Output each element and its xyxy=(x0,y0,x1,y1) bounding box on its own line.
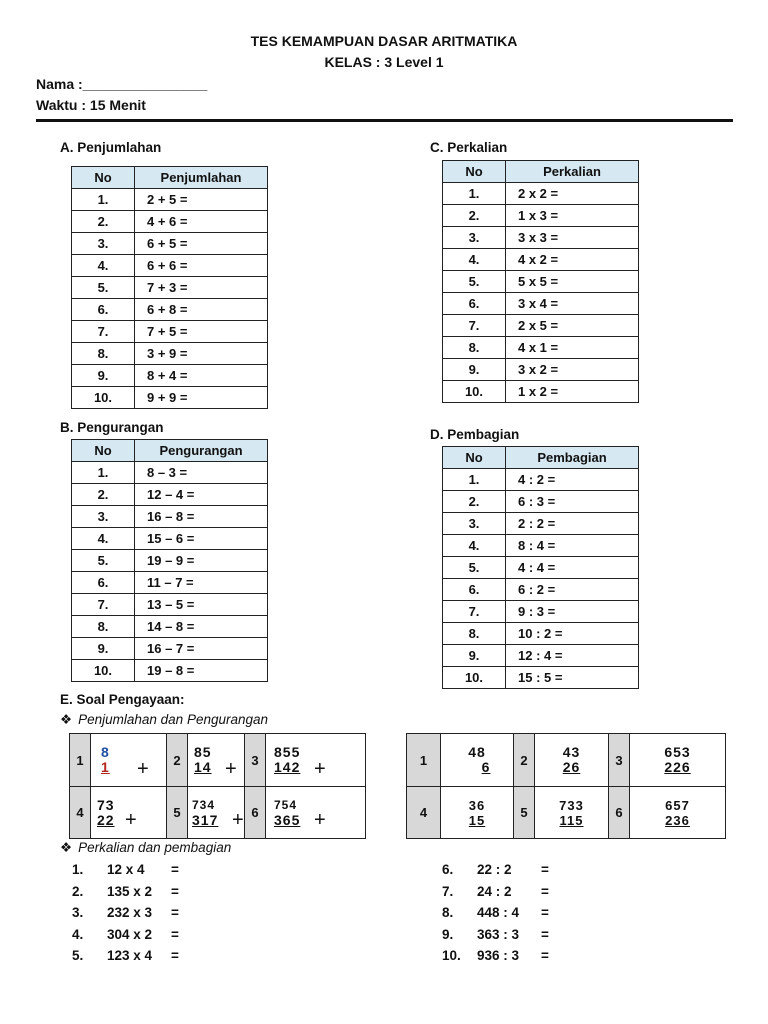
row-number: 6. xyxy=(443,579,506,601)
row-number: 10. xyxy=(72,387,135,409)
question-cell[interactable]: 15 – 6 = xyxy=(135,528,268,550)
item-question: 24 : 2 xyxy=(477,884,512,899)
table-row xyxy=(72,506,268,528)
plus-icon: + xyxy=(314,758,326,780)
subtrahend: 15 xyxy=(468,812,486,828)
table-row xyxy=(72,321,268,343)
row-number: 8. xyxy=(443,337,506,359)
row-number: 4. xyxy=(443,535,506,557)
question-cell[interactable]: 2 + 5 = xyxy=(135,189,268,211)
item-number: 6. xyxy=(442,862,454,877)
row-number: 10. xyxy=(72,660,135,682)
item-number: 1. xyxy=(72,862,84,877)
table-row xyxy=(72,211,268,233)
section-a-title: A. Penjumlahan xyxy=(60,140,162,155)
addend-top: 73 xyxy=(97,796,115,813)
table-row xyxy=(72,233,268,255)
table-row xyxy=(443,557,639,579)
row-number: 5. xyxy=(443,271,506,293)
item-equals: = xyxy=(541,905,549,920)
problem-number: 6 xyxy=(245,787,266,839)
table-row xyxy=(72,550,268,572)
plus-icon: + xyxy=(225,758,237,780)
row-number: 8. xyxy=(443,623,506,645)
table-row xyxy=(443,249,639,271)
problem-number: 3 xyxy=(609,734,630,787)
problem-number: 1 xyxy=(407,734,441,787)
item-number: 3. xyxy=(72,905,84,920)
question-cell[interactable]: 8 + 4 = xyxy=(135,365,268,387)
table-row xyxy=(443,359,639,381)
question-cell[interactable]: 16 – 7 = xyxy=(135,638,268,660)
problem-number: 4 xyxy=(407,787,441,839)
table-row xyxy=(443,337,639,359)
table-row xyxy=(72,572,268,594)
col-header-no: No xyxy=(443,447,506,469)
addend-top: 855 xyxy=(274,744,301,760)
addition-problem[interactable] xyxy=(91,787,167,839)
question-cell[interactable]: 4 : 4 = xyxy=(506,557,639,579)
table-row xyxy=(443,601,639,623)
addend-top: 8 xyxy=(101,744,110,760)
addend-top: 754 xyxy=(274,797,298,812)
col-header-question: Penjumlahan xyxy=(135,167,268,189)
item-number: 2. xyxy=(72,884,84,899)
item-question: 123 x 4 xyxy=(107,948,153,963)
question-cell[interactable]: 13 – 5 = xyxy=(135,594,268,616)
table-row xyxy=(72,365,268,387)
question-cell[interactable]: 6 : 2 = xyxy=(506,579,639,601)
minuend: 48 xyxy=(468,744,486,760)
row-number: 1. xyxy=(443,469,506,491)
question-cell[interactable]: 6 : 3 = xyxy=(506,491,639,513)
table-row xyxy=(443,271,639,293)
addition-table xyxy=(71,166,268,409)
item-equals: = xyxy=(171,948,179,963)
subtraction-problem[interactable] xyxy=(630,734,726,787)
table-row xyxy=(443,623,639,645)
problem-number: 2 xyxy=(167,734,188,787)
question-cell[interactable]: 10 : 2 = xyxy=(506,623,639,645)
item-number: 5. xyxy=(72,948,84,963)
section-d-title: D. Pembagian xyxy=(430,427,520,442)
addend-bottom: 14 xyxy=(194,759,212,775)
row-number: 3. xyxy=(443,513,506,535)
col-header-no: No xyxy=(72,440,135,462)
row-number: 4. xyxy=(72,255,135,277)
table-row xyxy=(443,381,639,403)
item-equals: = xyxy=(171,905,179,920)
time-label: Waktu : 15 Menit xyxy=(36,97,146,113)
subtraction-grid xyxy=(406,733,726,839)
item-question: 22 : 2 xyxy=(477,862,512,877)
addition-problem[interactable] xyxy=(188,787,245,839)
minuend: 653 xyxy=(664,744,691,760)
plus-icon: + xyxy=(125,809,137,831)
table-row xyxy=(443,227,639,249)
table-row xyxy=(72,484,268,506)
multiplication-table xyxy=(442,160,639,403)
row-number: 5. xyxy=(72,277,135,299)
table-row xyxy=(443,579,639,601)
table-row xyxy=(443,513,639,535)
question-cell[interactable]: 6 + 5 = xyxy=(135,233,268,255)
item-number: 8. xyxy=(442,905,454,920)
question-cell[interactable]: 7 + 5 = xyxy=(135,321,268,343)
name-field-label[interactable]: Nama :________________ xyxy=(36,76,208,92)
addition-problem[interactable] xyxy=(91,734,167,787)
question-cell[interactable]: 4 : 2 = xyxy=(506,469,639,491)
header-divider xyxy=(36,119,733,122)
subtraction-table xyxy=(71,439,268,682)
addition-problem[interactable] xyxy=(266,734,366,787)
division-table xyxy=(442,446,639,689)
table-row xyxy=(72,189,268,211)
bullet-icon: ❖ xyxy=(60,712,73,727)
table-row xyxy=(72,387,268,409)
subsection-addition-subtraction xyxy=(60,712,268,728)
subsection-label: Penjumlahan dan Pengurangan xyxy=(78,712,269,727)
table-row xyxy=(72,277,268,299)
page-subtitle: KELAS : 3 Level 1 xyxy=(324,54,444,70)
question-cell[interactable]: 9 + 9 = xyxy=(135,387,268,409)
col-header-question: Pengurangan xyxy=(135,440,268,462)
row-number: 8. xyxy=(72,616,135,638)
question-cell[interactable]: 3 + 9 = xyxy=(135,343,268,365)
row-number: 7. xyxy=(72,594,135,616)
subsection-multiplication-division xyxy=(60,840,231,856)
question-cell[interactable]: 8 – 3 = xyxy=(135,462,268,484)
subtraction-problem[interactable] xyxy=(441,787,514,839)
row-number: 3. xyxy=(72,506,135,528)
addend-bottom: 317 xyxy=(192,811,219,828)
question-cell[interactable]: 19 – 8 = xyxy=(135,660,268,682)
table-row xyxy=(72,528,268,550)
table-row xyxy=(72,616,268,638)
minuend: 36 xyxy=(468,797,486,813)
row-number: 2. xyxy=(443,491,506,513)
question-cell[interactable]: 3 x 4 = xyxy=(506,293,639,315)
row-number: 6. xyxy=(72,572,135,594)
col-header-question: Pembagian xyxy=(506,447,639,469)
subtrahend: 26 xyxy=(562,759,581,775)
item-number: 10. xyxy=(442,948,461,963)
question-cell[interactable]: 1 x 3 = xyxy=(506,205,639,227)
row-number: 7. xyxy=(443,315,506,337)
problem-number: 3 xyxy=(245,734,266,787)
row-number: 3. xyxy=(72,233,135,255)
item-question: 448 : 4 xyxy=(477,905,520,920)
item-equals: = xyxy=(541,948,549,963)
subtraction-problem[interactable] xyxy=(535,787,609,839)
table-row xyxy=(443,645,639,667)
row-number: 9. xyxy=(443,645,506,667)
question-cell[interactable]: 11 – 7 = xyxy=(135,572,268,594)
subsection-label: Perkalian dan pembagian xyxy=(78,840,232,855)
item-question: 12 x 4 xyxy=(107,862,145,877)
row-number: 9. xyxy=(72,365,135,387)
minuend: 657 xyxy=(665,797,690,813)
row-number: 6. xyxy=(443,293,506,315)
subtrahend: 115 xyxy=(559,812,584,828)
question-cell[interactable]: 9 : 3 = xyxy=(506,601,639,623)
plus-icon: + xyxy=(314,809,326,831)
subtraction-problem[interactable] xyxy=(441,734,514,787)
question-cell[interactable]: 12 – 4 = xyxy=(135,484,268,506)
problem-number: 1 xyxy=(70,734,91,787)
table-row xyxy=(72,462,268,484)
section-c-title: C. Perkalian xyxy=(430,140,508,155)
question-cell[interactable]: 2 x 2 = xyxy=(506,183,639,205)
addend-bottom: 22 xyxy=(97,811,115,828)
row-number: 9. xyxy=(72,638,135,660)
problem-number: 6 xyxy=(609,787,630,839)
item-question: 363 : 3 xyxy=(477,927,520,942)
item-number: 7. xyxy=(442,884,454,899)
question-cell[interactable]: 14 – 8 = xyxy=(135,616,268,638)
question-cell[interactable]: 2 x 5 = xyxy=(506,315,639,337)
subtraction-problem[interactable] xyxy=(535,734,609,787)
subtraction-problem[interactable] xyxy=(630,787,726,839)
row-number: 2. xyxy=(72,484,135,506)
row-number: 7. xyxy=(72,321,135,343)
row-number: 9. xyxy=(443,359,506,381)
table-row xyxy=(443,469,639,491)
table-row xyxy=(443,535,639,557)
addend-top: 85 xyxy=(194,744,212,760)
item-equals: = xyxy=(541,884,549,899)
row-number: 3. xyxy=(443,227,506,249)
section-e-title: E. Soal Pengayaan: xyxy=(60,692,185,707)
table-row xyxy=(443,491,639,513)
question-cell[interactable]: 4 + 6 = xyxy=(135,211,268,233)
row-number: 10. xyxy=(443,381,506,403)
table-row xyxy=(443,293,639,315)
item-equals: = xyxy=(171,862,179,877)
row-number: 2. xyxy=(72,211,135,233)
question-cell[interactable]: 1 x 2 = xyxy=(506,381,639,403)
table-row xyxy=(443,183,639,205)
question-cell[interactable]: 7 + 3 = xyxy=(135,277,268,299)
question-cell[interactable]: 16 – 8 = xyxy=(135,506,268,528)
row-number: 1. xyxy=(72,189,135,211)
question-cell[interactable]: 4 x 2 = xyxy=(506,249,639,271)
minuend: 43 xyxy=(562,744,581,760)
item-question: 135 x 2 xyxy=(107,884,153,899)
subtrahend: 6 xyxy=(481,759,491,775)
question-cell[interactable]: 6 + 8 = xyxy=(135,299,268,321)
question-cell[interactable]: 6 + 6 = xyxy=(135,255,268,277)
problem-number: 4 xyxy=(70,787,91,839)
problem-number: 5 xyxy=(167,787,188,839)
row-number: 4. xyxy=(443,249,506,271)
item-equals: = xyxy=(171,927,179,942)
col-header-no: No xyxy=(443,161,506,183)
addend-bottom: 1 xyxy=(101,759,110,775)
row-number: 4. xyxy=(72,528,135,550)
bullet-icon: ❖ xyxy=(60,840,73,855)
row-number: 1. xyxy=(443,183,506,205)
row-number: 1. xyxy=(72,462,135,484)
table-row xyxy=(443,205,639,227)
item-number: 4. xyxy=(72,927,84,942)
item-equals: = xyxy=(541,862,549,877)
item-question: 304 x 2 xyxy=(107,927,153,942)
table-row xyxy=(72,343,268,365)
item-question: 936 : 3 xyxy=(477,948,520,963)
addend-bottom: 365 xyxy=(274,811,301,828)
table-row xyxy=(72,299,268,321)
table-row xyxy=(72,255,268,277)
addition-problem[interactable] xyxy=(266,787,366,839)
item-number: 9. xyxy=(442,927,454,942)
question-cell[interactable]: 5 x 5 = xyxy=(506,271,639,293)
item-equals: = xyxy=(171,884,179,899)
addition-problem[interactable] xyxy=(188,734,245,787)
table-row xyxy=(72,594,268,616)
item-equals: = xyxy=(541,927,549,942)
table-row xyxy=(443,667,639,689)
question-cell[interactable]: 19 – 9 = xyxy=(135,550,268,572)
row-number: 8. xyxy=(72,343,135,365)
row-number: 10. xyxy=(443,667,506,689)
question-cell[interactable]: 3 x 2 = xyxy=(506,359,639,381)
problem-number: 2 xyxy=(514,734,535,787)
subtrahend: 236 xyxy=(665,812,690,828)
question-cell[interactable]: 2 : 2 = xyxy=(506,513,639,535)
problem-number: 5 xyxy=(514,787,535,839)
subtrahend: 226 xyxy=(664,759,691,775)
row-number: 5. xyxy=(443,557,506,579)
section-b-title: B. Pengurangan xyxy=(60,420,164,435)
item-question: 232 x 3 xyxy=(107,905,153,920)
minuend: 733 xyxy=(559,797,584,813)
col-header-no: No xyxy=(72,167,135,189)
col-header-question: Perkalian xyxy=(506,161,639,183)
row-number: 6. xyxy=(72,299,135,321)
question-cell[interactable]: 8 : 4 = xyxy=(506,535,639,557)
question-cell[interactable]: 4 x 1 = xyxy=(506,337,639,359)
table-row xyxy=(72,660,268,682)
addend-top: 734 xyxy=(192,797,216,812)
table-row xyxy=(443,315,639,337)
row-number: 5. xyxy=(72,550,135,572)
addend-bottom: 142 xyxy=(274,759,301,775)
addition-grid xyxy=(69,733,366,839)
row-number: 7. xyxy=(443,601,506,623)
plus-icon: + xyxy=(232,809,244,831)
question-cell[interactable]: 15 : 5 = xyxy=(506,667,639,689)
plus-icon: + xyxy=(137,758,149,780)
row-number: 2. xyxy=(443,205,506,227)
table-row xyxy=(72,638,268,660)
question-cell[interactable]: 3 x 3 = xyxy=(506,227,639,249)
page-title: TES KEMAMPUAN DASAR ARITMATIKA xyxy=(250,33,518,49)
question-cell[interactable]: 12 : 4 = xyxy=(506,645,639,667)
